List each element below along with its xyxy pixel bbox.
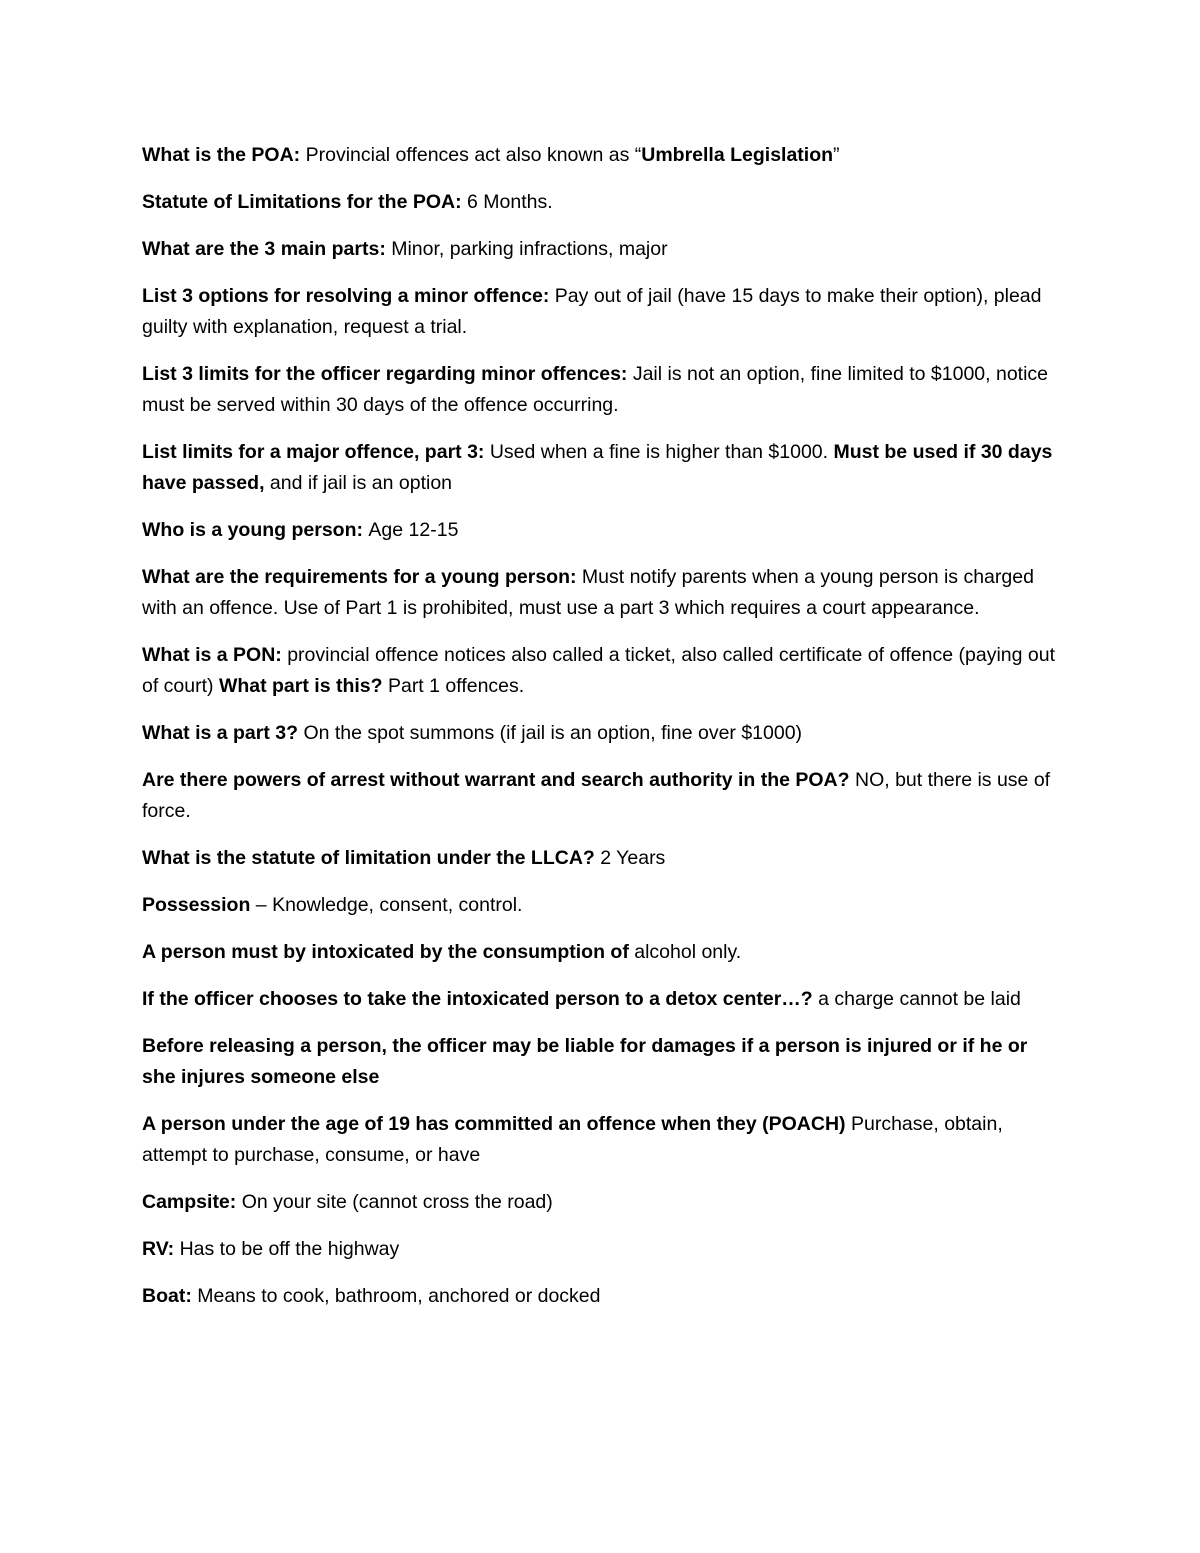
text-run: Means to cook, bathroom, anchored or docked bbox=[191, 1285, 601, 1307]
text-run: alcohol only. bbox=[628, 941, 742, 963]
text-run: and if jail is an option bbox=[264, 472, 453, 494]
paragraph bbox=[142, 187, 1057, 218]
paragraph bbox=[142, 640, 1057, 702]
paragraph bbox=[142, 562, 1057, 624]
paragraph bbox=[142, 359, 1057, 421]
paragraph bbox=[142, 1234, 1057, 1265]
text-run: On your site (cannot cross the road) bbox=[236, 1191, 553, 1213]
text-run: 6 Months. bbox=[467, 191, 553, 213]
bold-text-run: What part is this? bbox=[218, 675, 383, 697]
bold-text-run: Are there powers of arrest without warrant and search authority in the POA? bbox=[142, 769, 850, 791]
text-run: 2 Years bbox=[594, 847, 666, 869]
paragraph bbox=[142, 437, 1057, 499]
text-run: NO, but there is use of force. bbox=[142, 769, 1051, 822]
text-run: Must notify parents when a young person is charged with an offence. Use of Part 1 is prohibited, must use a part 3 which requires a court appearance. bbox=[142, 566, 1034, 619]
bold-text-run: What is the statute of limitation under the LLCA? bbox=[142, 847, 595, 869]
paragraph bbox=[142, 718, 1057, 749]
bold-text-run: A person must by intoxicated by the consumption of bbox=[142, 941, 629, 963]
text-run: Used when a fine is higher than $1000. bbox=[489, 441, 834, 463]
text-run: Purchase, obtain, attempt to purchase, consume, or have bbox=[142, 1113, 1003, 1166]
paragraph bbox=[142, 281, 1057, 343]
bold-text-run: RV: bbox=[142, 1238, 175, 1260]
paragraph bbox=[142, 984, 1057, 1015]
text-run: provincial offence notices also called a ticket, also called certificate of offence (paying out of court) bbox=[142, 644, 1055, 697]
paragraph bbox=[142, 937, 1057, 968]
paragraph bbox=[142, 515, 1057, 546]
text-run: Provincial offences act also known as “ bbox=[305, 144, 642, 166]
text-run: Jail is not an option, fine limited to $1000, notice must be served within 30 days of the offence occurring. bbox=[142, 363, 1049, 416]
paragraph bbox=[142, 1031, 1057, 1093]
text-run: Part 1 offences. bbox=[382, 675, 525, 697]
paragraph bbox=[142, 1187, 1057, 1218]
bold-text-run: What is a part 3? bbox=[142, 722, 299, 744]
paragraph bbox=[142, 765, 1057, 827]
bold-text-run: Umbrella Legislation bbox=[641, 144, 834, 166]
text-run: ” bbox=[833, 144, 840, 166]
text-run: – Knowledge, consent, control. bbox=[250, 894, 523, 916]
paragraph bbox=[142, 890, 1057, 921]
bold-text-run: What is the POA: bbox=[142, 144, 306, 166]
bold-text-run: List limits for a major offence, part 3: bbox=[142, 441, 490, 463]
bold-text-run: Boat: bbox=[142, 1285, 192, 1307]
bold-text-run: Must be used if 30 days have passed, bbox=[142, 441, 1053, 494]
bold-text-run: Campsite: bbox=[142, 1191, 237, 1213]
bold-text-run: List 3 limits for the officer regarding minor offences: bbox=[142, 363, 633, 385]
bold-text-run: Who is a young person: bbox=[142, 519, 369, 541]
text-run: a charge cannot be laid bbox=[812, 988, 1021, 1010]
document-body bbox=[142, 140, 1057, 1328]
text-run: Minor, parking infractions, major bbox=[391, 238, 668, 260]
bold-text-run: What is a PON: bbox=[142, 644, 288, 666]
bold-text-run: A person under the age of 19 has committed an offence when they (POACH) bbox=[142, 1113, 846, 1135]
bold-text-run: Possession bbox=[142, 894, 251, 916]
text-run: On the spot summons (if jail is an option, fine over $1000) bbox=[298, 722, 803, 744]
bold-text-run: If the officer chooses to take the intoxicated person to a detox center…? bbox=[142, 988, 813, 1010]
bold-text-run: Statute of Limitations for the POA: bbox=[142, 191, 467, 213]
text-run: Age 12-15 bbox=[368, 519, 459, 541]
paragraph bbox=[142, 843, 1057, 874]
bold-text-run: What are the requirements for a young person: bbox=[142, 566, 582, 588]
bold-text-run: List 3 options for resolving a minor offence: bbox=[142, 285, 555, 307]
text-run: Pay out of jail (have 15 days to make their option), plead guilty with explanation, request a trial. bbox=[142, 285, 1042, 338]
bold-text-run: What are the 3 main parts: bbox=[142, 238, 392, 260]
paragraph bbox=[142, 140, 1057, 171]
paragraph bbox=[142, 1281, 1057, 1312]
bold-text-run: Before releasing a person, the officer may be liable for damages if a person is injured or if he or she injures someone else bbox=[142, 1035, 1028, 1088]
paragraph bbox=[142, 1109, 1057, 1171]
text-run: Has to be off the highway bbox=[174, 1238, 400, 1260]
paragraph bbox=[142, 234, 1057, 265]
